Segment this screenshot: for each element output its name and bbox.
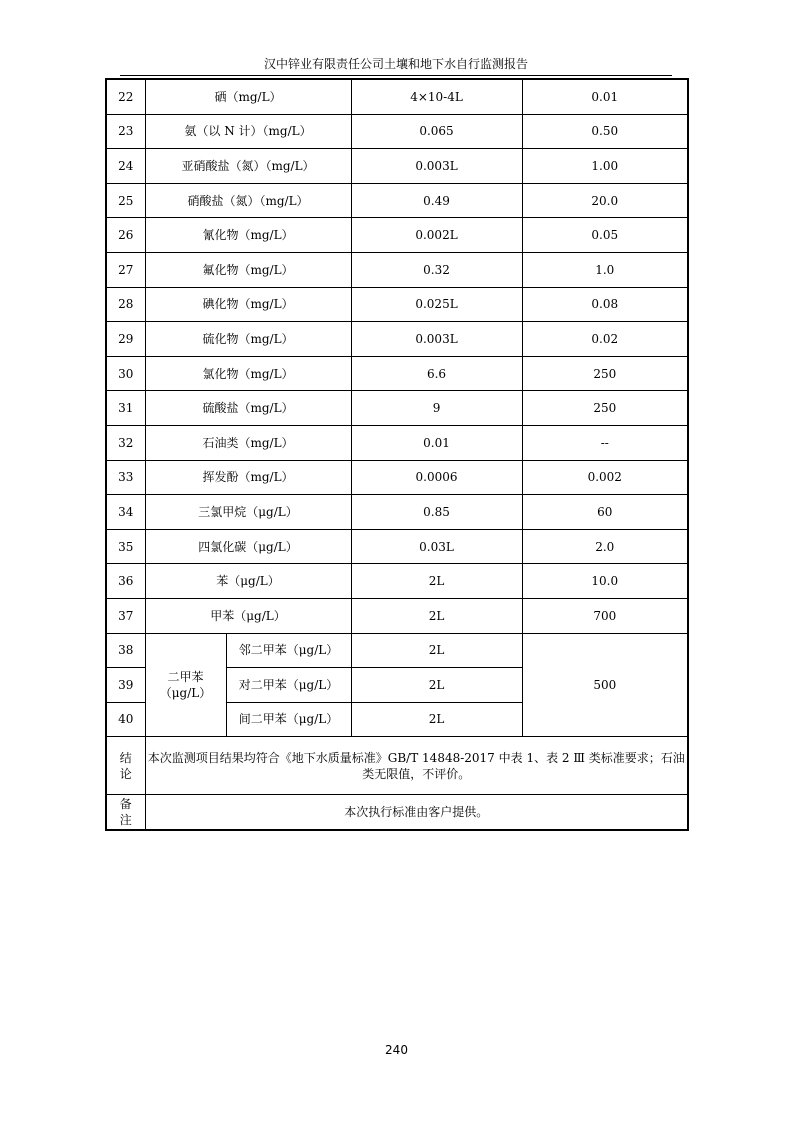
item-name: 氯化物（mg/L） — [145, 356, 351, 391]
item-name: 四氯化碳（μg/L） — [145, 529, 351, 564]
item-name: 硝酸盐（氮）（mg/L） — [145, 183, 351, 218]
measured-result: 9 — [351, 391, 522, 426]
table-row — [106, 460, 688, 495]
item-name: 间二甲苯（μg/L） — [226, 702, 351, 737]
standard-limit: 250 — [522, 391, 688, 426]
table-row — [106, 633, 688, 668]
standard-limit: 0.02 — [522, 322, 688, 357]
table-row — [106, 529, 688, 564]
row-number: 37 — [106, 598, 145, 633]
measured-result: 0.32 — [351, 252, 522, 287]
group-name-line1: 二甲苯 — [167, 669, 204, 684]
measured-result: 0.065 — [351, 114, 522, 149]
table-row — [106, 114, 688, 149]
standard-limit: 2.0 — [522, 529, 688, 564]
table-row — [106, 425, 688, 460]
group-name-line2: （μg/L） — [159, 685, 212, 700]
row-number: 34 — [106, 495, 145, 530]
item-name: 甲苯（μg/L） — [145, 598, 351, 633]
group-name — [145, 633, 226, 737]
measured-result: 6.6 — [351, 356, 522, 391]
table-body — [106, 79, 688, 830]
item-name: 邻二甲苯（μg/L） — [226, 633, 351, 668]
table-row — [106, 79, 688, 114]
row-number: 22 — [106, 79, 145, 114]
item-name: 硫化物（mg/L） — [145, 322, 351, 357]
item-name: 亚硝酸盐（氮）（mg/L） — [145, 149, 351, 184]
standard-limit: 0.002 — [522, 460, 688, 495]
row-number: 25 — [106, 183, 145, 218]
item-name: 石油类（mg/L） — [145, 425, 351, 460]
measured-result: 2L — [351, 668, 522, 703]
measured-result: 0.0006 — [351, 460, 522, 495]
remark-label-char2: 注 — [119, 813, 132, 828]
row-number: 35 — [106, 529, 145, 564]
standard-limit: -- — [522, 425, 688, 460]
conclusion-row — [106, 737, 688, 795]
standard-limit: 0.08 — [522, 287, 688, 322]
report-header: 汉中锌业有限责任公司土壤和地下水自行监测报告 — [120, 55, 672, 76]
table-row — [106, 356, 688, 391]
item-name: 三氯甲烷（μg/L） — [145, 495, 351, 530]
row-number: 26 — [106, 218, 145, 253]
remark-label-char1: 备 — [119, 797, 132, 812]
standard-limit: 700 — [522, 598, 688, 633]
measured-result: 0.03L — [351, 529, 522, 564]
table-row — [106, 598, 688, 633]
table-row — [106, 218, 688, 253]
table-row — [106, 183, 688, 218]
measured-result: 4×10-4L — [351, 79, 522, 114]
row-number: 33 — [106, 460, 145, 495]
row-number: 27 — [106, 252, 145, 287]
standard-limit: 1.0 — [522, 252, 688, 287]
row-number: 31 — [106, 391, 145, 426]
standard-limit: 0.05 — [522, 218, 688, 253]
measured-result: 2L — [351, 702, 522, 737]
row-number: 29 — [106, 322, 145, 357]
measured-result: 2L — [351, 564, 522, 599]
item-name: 苯（μg/L） — [145, 564, 351, 599]
measured-result: 0.025L — [351, 287, 522, 322]
conclusion-label-char2: 论 — [119, 766, 132, 781]
remark-label — [106, 795, 145, 830]
measured-result: 0.002L — [351, 218, 522, 253]
item-name: 对二甲苯（μg/L） — [226, 668, 351, 703]
standard-limit: 0.50 — [522, 114, 688, 149]
table-row — [106, 495, 688, 530]
row-number: 40 — [106, 702, 145, 737]
standard-limit: 10.0 — [522, 564, 688, 599]
conclusion-label-char1: 结 — [119, 750, 132, 765]
conclusion-text: 本次监测项目结果均符合《地下水质量标准》GB/T 14848-2017 中表 1、表 2 Ⅲ 类标准要求；石油类无限值，不评价。 — [145, 737, 688, 795]
item-name: 氨（以 N 计）（mg/L） — [145, 114, 351, 149]
row-number: 28 — [106, 287, 145, 322]
measured-result: 2L — [351, 598, 522, 633]
item-name: 硫酸盐（mg/L） — [145, 391, 351, 426]
table-row — [106, 391, 688, 426]
row-number: 36 — [106, 564, 145, 599]
item-name: 挥发酚（mg/L） — [145, 460, 351, 495]
standard-limit: 60 — [522, 495, 688, 530]
table-row — [106, 149, 688, 184]
row-number: 32 — [106, 425, 145, 460]
monitoring-results-table — [105, 78, 689, 831]
table-row — [106, 287, 688, 322]
table-row — [106, 252, 688, 287]
measured-result: 0.003L — [351, 322, 522, 357]
page-number: 240 — [385, 1043, 408, 1057]
remark-text: 本次执行标准由客户提供。 — [145, 795, 688, 830]
standard-limit: 500 — [522, 633, 688, 737]
table-row — [106, 564, 688, 599]
standard-limit: 20.0 — [522, 183, 688, 218]
row-number: 38 — [106, 633, 145, 668]
measured-result: 0.003L — [351, 149, 522, 184]
item-name: 氟化物（mg/L） — [145, 252, 351, 287]
standard-limit: 1.00 — [522, 149, 688, 184]
standard-limit: 0.01 — [522, 79, 688, 114]
item-name: 碘化物（mg/L） — [145, 287, 351, 322]
row-number: 30 — [106, 356, 145, 391]
measured-result: 0.49 — [351, 183, 522, 218]
item-name: 硒（mg/L） — [145, 79, 351, 114]
standard-limit: 250 — [522, 356, 688, 391]
row-number: 24 — [106, 149, 145, 184]
item-name: 氰化物（mg/L） — [145, 218, 351, 253]
table-row — [106, 322, 688, 357]
measured-result: 2L — [351, 633, 522, 668]
row-number: 23 — [106, 114, 145, 149]
remark-row — [106, 795, 688, 830]
row-number: 39 — [106, 668, 145, 703]
conclusion-label — [106, 737, 145, 795]
measured-result: 0.85 — [351, 495, 522, 530]
measured-result: 0.01 — [351, 425, 522, 460]
